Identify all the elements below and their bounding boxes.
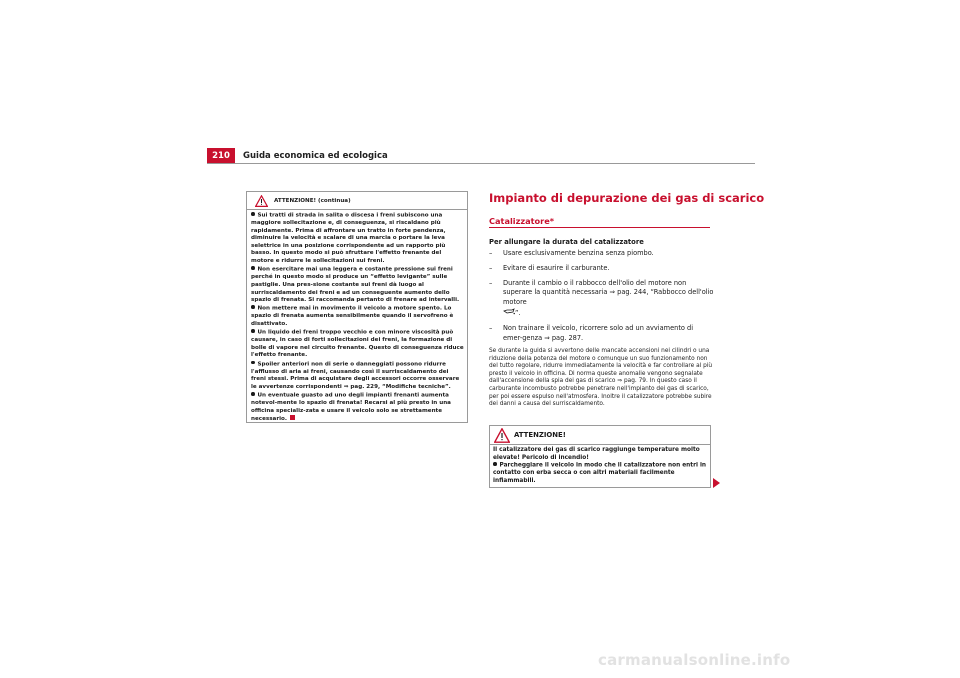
subsection-rule [489, 227, 710, 228]
warning-item: Non mettere mai in movimento il veicolo a motore spento. Lo spazio di frenata aumenta sensibilmente quando il servofreno è disattivato. [251, 305, 454, 327]
steps-heading: Per allungare la durata del catalizzatore [489, 238, 644, 246]
warning-box-title: ATTENZIONE! [514, 431, 566, 439]
page-number: 210 [207, 148, 235, 164]
warning-lead: Il catalizzatore dei gas di scarico raggiunge temperature molto elevate! Pericolo di incendio! [493, 447, 700, 461]
continue-arrow-icon [713, 478, 720, 488]
bullet-icon [251, 212, 255, 216]
warning-item: Sui tratti di strada in salita o discesa i freni subiscono una maggiore sollecitazione e, di conseguenza, si riscaldano più rapidamente. Prima di affrontare un tratto in forte pendenza, diminuire la velocità e scalare di una marcia o portare la leva selettrice in una posizione corrispondente ad un rapporto più basso. In questo modo si può sfruttare l'effetto frenante del motore e ridurre le sollecitazioni sui freni. [251, 212, 446, 265]
header-rule [207, 163, 755, 164]
body-paragraph: Se durante la guida si avvertono delle mancate accensioni nei cilindri o una riduzione della potenza del motore o comunque un suo funzionamento non del tutto regolare, ridurre immediatamente la velocità e far controllare al più presto il veicolo in officina. Di norma queste anomalie vengono segnalate dall'accensione della spia dei gas di scarico ⇒ pag. 79. In questo caso il carburante incombusto potrebbe penetrare nell'impianto dei gas di scarico, per poi essere espulso nell'atmosfera. Inoltre il catalizzatore potrebbe subire dei danni a causa del surriscaldamento. [489, 348, 713, 408]
bullet-icon [251, 266, 255, 270]
steps-list [489, 249, 714, 348]
warning-list [490, 445, 710, 485]
section-title: Impianto di depurazione dei gas di scarico [489, 191, 765, 205]
bullet-icon [251, 329, 255, 333]
bullet-icon [493, 462, 497, 466]
warning-triangle-icon [255, 195, 268, 207]
step-item: – Usare esclusivamente benzina senza piombo. [489, 249, 654, 257]
warning-box-catalyst [489, 425, 711, 488]
running-title: Guida economica ed ecologica [243, 151, 388, 161]
warning-item: Un eventuale guasto ad uno degli impianti frenanti aumenta notevol-mente lo spazio di frenata! Recarsi al più presto in una officina specializ-zata e usare il veicolo solo se strettamente necessario. [251, 392, 451, 423]
warning-box-title: ATTENZIONE! (continua) [274, 197, 351, 204]
watermark: carmanualsonline.info [598, 651, 791, 669]
warning-box-header [490, 426, 710, 445]
warning-triangle-icon [494, 428, 510, 443]
warning-box-header [247, 192, 467, 210]
end-of-section-icon [290, 415, 295, 420]
warning-list [247, 210, 467, 424]
subsection-title: Catalizzatore* [489, 216, 555, 226]
step-item: – Durante il cambio o il rabbocco dell'olio del motore non superare la quantità necessaria ⇒ pag. 244, “Rabbocco dell'olio motore ”. [489, 278, 714, 317]
warning-item: Non esercitare mai una leggera e costante pressione sui freni perché in questo modo si produce un “effetto levigante” sulle pastiglie. Una pres-sione costante sui freni dà luogo al surriscaldamento dei freni e ad un conseguente aumento dello spazio di frenata. Si raccomanda pertanto di frenare ad intervalli. [251, 266, 460, 304]
warning-box-continued [246, 191, 468, 423]
warning-item: Un liquido dei freni troppo vecchio e con minore viscosità può causare, in caso di forti sollecitazioni dei freni, la formazione di bolle di vapore nel circuito frenante. Questo di conseguenza riduce l'effetto frenante. [251, 329, 464, 359]
bullet-icon [251, 361, 255, 365]
oil-can-icon [503, 309, 515, 317]
step-item: – Evitare di esaurire il carburante. [489, 263, 610, 272]
step-item: – Non trainare il veicolo, ricorrere solo ad un avviamento di emer-genza ⇒ pag. 287. [489, 323, 694, 342]
warning-item: Spoiler anteriori non di serie o danneggiati possono ridurre l'afflusso di aria ai freni, causando così il surriscaldamento dei freni stessi. Prima di acquistare degli accessori occorre osservare le avvertenze corrispondenti ⇒ pag. 229, “Modifiche tecniche”. [251, 361, 460, 390]
bullet-icon [251, 392, 255, 396]
bullet-icon [251, 305, 255, 309]
warning-item: Parcheggiare il veicolo in modo che il catalizzatore non entri in contatto con erba secca o con altri materiali facilmente infiammabili. [493, 462, 707, 484]
